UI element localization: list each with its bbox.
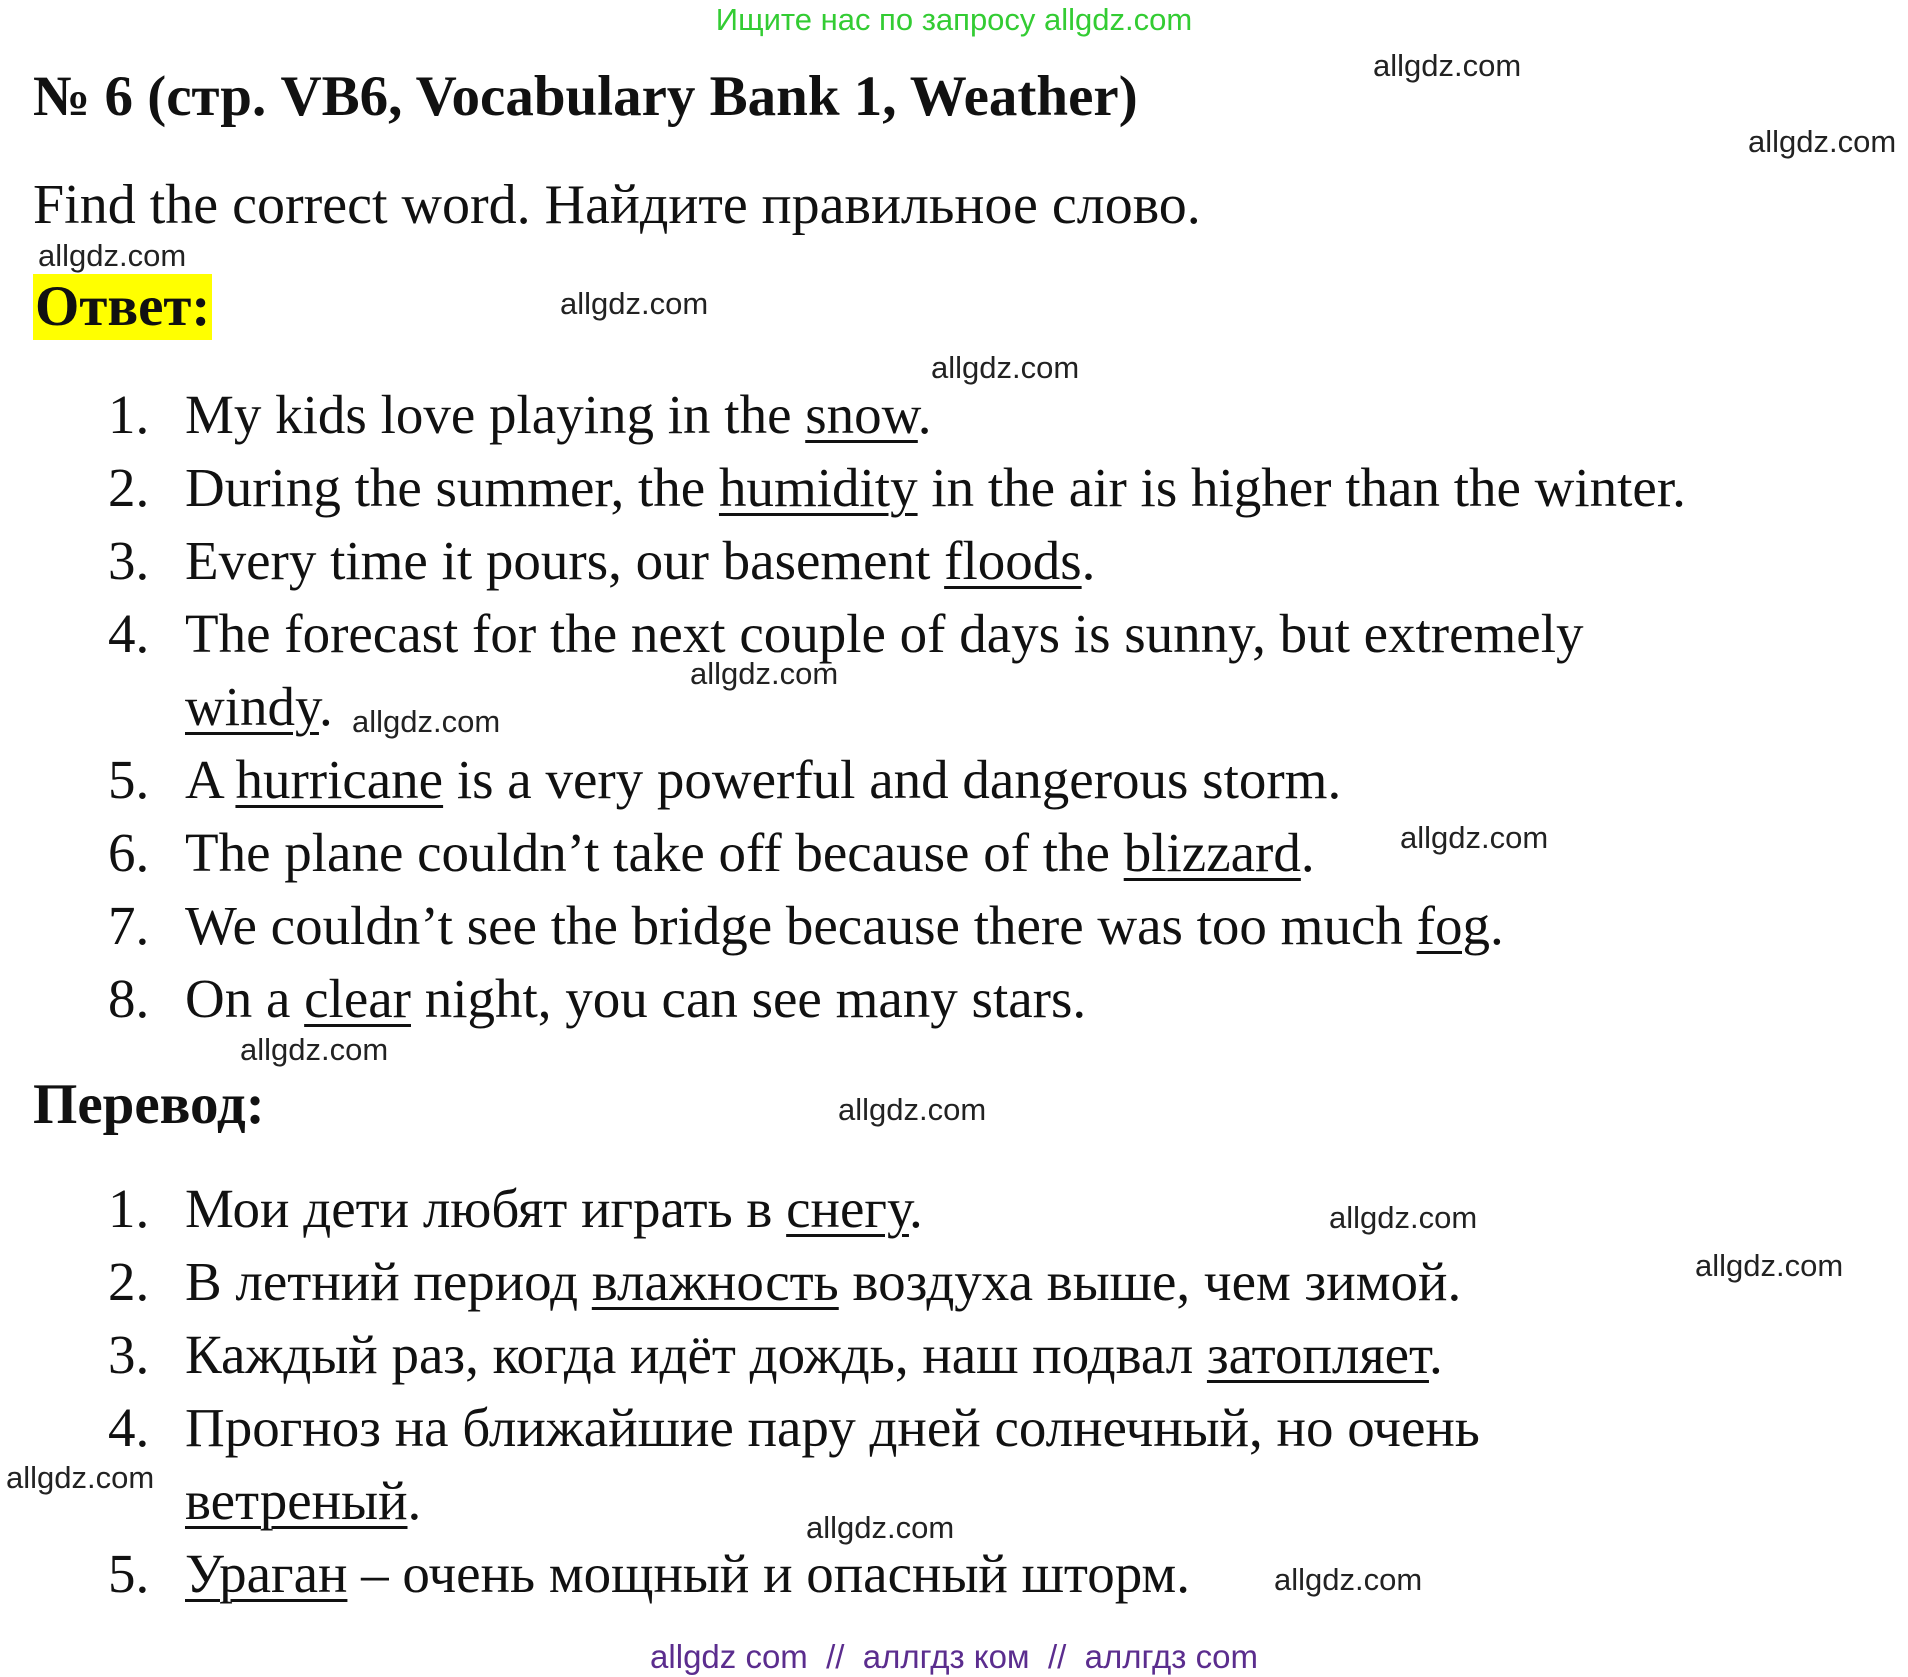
answer-word: clear (304, 968, 411, 1029)
watermark: allgdz.com (240, 1032, 389, 1067)
item-number: 7. (108, 895, 150, 956)
watermark: allgdz.com (6, 1460, 155, 1495)
footer-links: allgdz com // аллгдз ком // аллгдз com (650, 1638, 1258, 1675)
translation-item-5 (0, 1537, 1908, 1610)
answer-item-4 (0, 597, 1908, 743)
watermark: allgdz.com (1695, 1248, 1844, 1283)
sentence-text: The plane couldn’t take off because of the (185, 822, 1124, 883)
sentence-text: . (318, 676, 333, 737)
answer-item-2 (0, 451, 1908, 524)
answer-item-8 (0, 962, 1908, 1035)
watermark: allgdz.com (1373, 48, 1522, 83)
translation-item-1 (0, 1172, 1908, 1245)
sentence-text: Каждый раз, когда идёт дождь, наш подвал (185, 1324, 1207, 1385)
sentence-text: The forecast for the next couple of days is sunny, but extremely (185, 603, 1584, 664)
sentence-text: We couldn’t see the bridge because there was too much (185, 895, 1417, 956)
watermark: allgdz.com (560, 286, 709, 321)
sentence-text: В летний период (185, 1251, 592, 1312)
answer-item-1 (0, 378, 1908, 451)
search-banner: Ищите нас по запросу allgdz.com (715, 2, 1193, 37)
watermark: allgdz.com (1274, 1562, 1423, 1597)
answer-word: snow (805, 384, 918, 445)
translation-item-3 (0, 1318, 1908, 1391)
answer-word: fog (1416, 895, 1490, 956)
item-number: 3. (108, 1324, 150, 1385)
sentence-text: – очень мощный и опасный шторм. (347, 1543, 1190, 1604)
sentence-text: . (908, 1178, 923, 1239)
watermark: allgdz.com (931, 350, 1080, 385)
sentence-text: in the air is higher than the winter. (917, 457, 1686, 518)
item-number: 4. (108, 1397, 150, 1458)
item-number: 2. (108, 1251, 150, 1312)
answer-item-5 (0, 743, 1908, 816)
item-number: 5. (108, 1543, 150, 1604)
answer-item-6 (0, 816, 1908, 889)
sentence-text: . (407, 1470, 422, 1531)
sentence-text: During the summer, the (185, 457, 719, 518)
sentence-text: . (1300, 822, 1315, 883)
answer-word: hurricane (235, 749, 444, 810)
watermark: allgdz.com (690, 656, 839, 691)
answer-heading: Ответ: (35, 275, 211, 338)
sentence-text: . (1428, 1324, 1443, 1385)
sentence-text: Every time it pours, our basement (185, 530, 945, 591)
answer-word: floods (944, 530, 1082, 591)
item-number: 1. (108, 384, 150, 445)
page-title: № 6 (стр. VB6, Vocabulary Bank 1, Weather) (33, 65, 1138, 128)
watermark: allgdz.com (806, 1510, 955, 1545)
sentence-text: My kids love playing in the (185, 384, 806, 445)
item-number: 4. (108, 603, 150, 664)
sentence-text: Прогноз на ближайшие пару дней солнечный, но очень (185, 1397, 1480, 1458)
answer-list (0, 378, 1908, 1035)
task-instruction: Find the correct word. Найдите правильное слово. (33, 174, 1201, 236)
translation-heading: Перевод: (33, 1073, 265, 1136)
answer-word: blizzard (1123, 822, 1301, 883)
item-number: 6. (108, 822, 150, 883)
answer-word: windy (185, 676, 319, 737)
watermark: allgdz.com (352, 704, 501, 739)
answer-item-7 (0, 889, 1908, 962)
watermark: allgdz.com (1329, 1200, 1478, 1235)
item-number: 1. (108, 1178, 150, 1239)
answer-word: влажность (591, 1251, 839, 1312)
item-number: 2. (108, 457, 150, 518)
watermark: allgdz.com (838, 1092, 987, 1127)
sentence-text: A (185, 749, 236, 810)
sentence-text: . (1081, 530, 1096, 591)
sentence-text: night, you can see many stars. (410, 968, 1087, 1029)
translation-item-2 (0, 1245, 1908, 1318)
sentence-text: On a (185, 968, 305, 1029)
sentence-text: . (1489, 895, 1504, 956)
sentence-text: . (917, 384, 932, 445)
sentence-text: Мои дети любят играть в (185, 1178, 787, 1239)
watermark: allgdz.com (38, 238, 187, 273)
item-number: 3. (108, 530, 150, 591)
answer-word: humidity (718, 457, 918, 518)
answer-word: снегу (786, 1178, 909, 1239)
answer-word: затопляет (1206, 1324, 1429, 1385)
answer-item-3 (0, 524, 1908, 597)
answer-word: ветреный (185, 1470, 408, 1531)
answer-word: Ураган (185, 1543, 348, 1604)
item-number: 8. (108, 968, 150, 1029)
watermark: allgdz.com (1400, 820, 1549, 855)
watermark: allgdz.com (1748, 124, 1897, 159)
sentence-text: is a very powerful and dangerous storm. (443, 749, 1342, 810)
item-number: 5. (108, 749, 150, 810)
sentence-text: воздуха выше, чем зимой. (838, 1251, 1462, 1312)
